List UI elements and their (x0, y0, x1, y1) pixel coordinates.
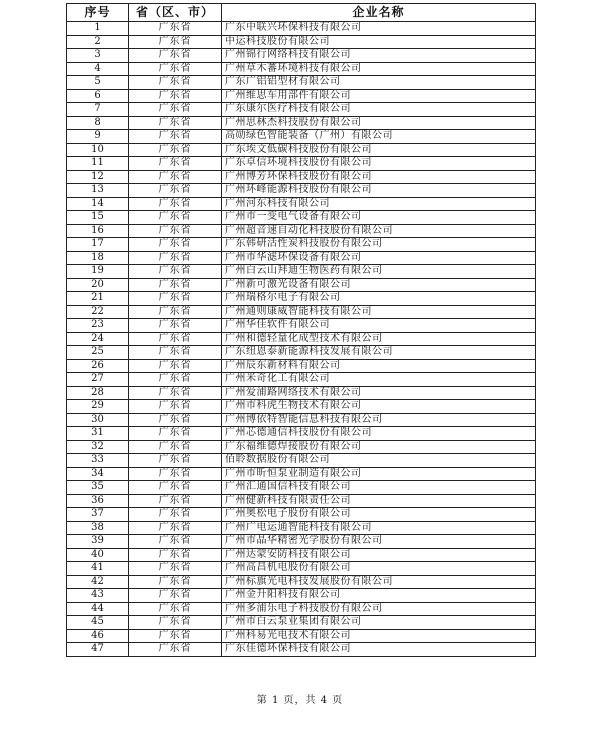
table-row (67, 386, 536, 400)
row-serial-number: 25 (67, 346, 129, 360)
table-row (67, 76, 536, 90)
row-serial-number: 12 (67, 170, 129, 184)
row-province: 广东省 (129, 467, 222, 481)
table-row (67, 332, 536, 346)
header-province: 省（区、市） (129, 4, 222, 22)
row-serial-number: 33 (67, 454, 129, 468)
row-serial-number: 32 (67, 440, 129, 454)
row-province: 广东省 (129, 319, 222, 333)
row-serial-number: 43 (67, 589, 129, 603)
table-row (67, 359, 536, 373)
row-serial-number: 2 (67, 35, 129, 49)
table-row (67, 305, 536, 319)
row-serial-number: 35 (67, 481, 129, 495)
table-row (67, 143, 536, 157)
row-company-name: 广州白云山拜迪生物医药有限公司 (222, 265, 536, 279)
row-company-name: 广州超音速自动化科技股份有限公司 (222, 224, 536, 238)
row-serial-number: 22 (67, 305, 129, 319)
row-province: 广东省 (129, 346, 222, 360)
row-serial-number: 19 (67, 265, 129, 279)
table-row (67, 346, 536, 360)
row-company-name: 广州健新科技有限责任公司 (222, 494, 536, 508)
row-company-name: 广州草木蕃环境科技有限公司 (222, 62, 536, 76)
row-serial-number: 46 (67, 629, 129, 643)
row-serial-number: 36 (67, 494, 129, 508)
row-province: 广东省 (129, 157, 222, 171)
table-row (67, 535, 536, 549)
row-serial-number: 13 (67, 184, 129, 198)
row-company-name: 广州市昕恒泵业制造有限公司 (222, 467, 536, 481)
row-company-name: 广州市晶华精密光学股份有限公司 (222, 535, 536, 549)
row-province: 广东省 (129, 400, 222, 414)
row-province: 广东省 (129, 575, 222, 589)
table-row (67, 400, 536, 414)
row-province: 广东省 (129, 494, 222, 508)
row-company-name: 广州市华滤环保设备有限公司 (222, 251, 536, 265)
row-company-name: 广州通则康威智能科技有限公司 (222, 305, 536, 319)
row-company-name: 广州标旗光电科技发展股份有限公司 (222, 575, 536, 589)
table-row (67, 454, 536, 468)
row-company-name: 广州广电运通智能科技有限公司 (222, 521, 536, 535)
row-serial-number: 4 (67, 62, 129, 76)
row-company-name: 广州高昌机电股份有限公司 (222, 562, 536, 576)
row-company-name: 广州新可激光设备有限公司 (222, 278, 536, 292)
table-row (67, 103, 536, 117)
row-company-name: 广东纽恩泰新能源科技发展有限公司 (222, 346, 536, 360)
row-serial-number: 38 (67, 521, 129, 535)
row-serial-number: 20 (67, 278, 129, 292)
company-list-sheet (66, 3, 535, 657)
row-province: 广东省 (129, 130, 222, 144)
row-serial-number: 15 (67, 211, 129, 225)
table-row (67, 22, 536, 36)
table-row (67, 494, 536, 508)
row-province: 广东省 (129, 616, 222, 630)
table-row (67, 130, 536, 144)
row-serial-number: 10 (67, 143, 129, 157)
row-serial-number: 24 (67, 332, 129, 346)
row-province: 广东省 (129, 602, 222, 616)
row-province: 广东省 (129, 238, 222, 252)
row-serial-number: 41 (67, 562, 129, 576)
table-row (67, 62, 536, 76)
table-row (67, 184, 536, 198)
table-row (67, 629, 536, 643)
row-company-name: 广州市白云泵业集团有限公司 (222, 616, 536, 630)
table-row (67, 278, 536, 292)
row-province: 广东省 (129, 562, 222, 576)
row-company-name: 广州多浦乐电子科技股份有限公司 (222, 602, 536, 616)
row-province: 广东省 (129, 62, 222, 76)
row-serial-number: 26 (67, 359, 129, 373)
table-row (67, 35, 536, 49)
table-row (67, 170, 536, 184)
row-serial-number: 39 (67, 535, 129, 549)
row-company-name: 广州河东科技有限公司 (222, 197, 536, 211)
row-company-name: 广州汇通国信科技有限公司 (222, 481, 536, 495)
row-province: 广东省 (129, 440, 222, 454)
row-company-name: 广州环峰能源科技股份有限公司 (222, 184, 536, 198)
row-serial-number: 8 (67, 116, 129, 130)
row-company-name: 广州爱浦路网络技术有限公司 (222, 386, 536, 400)
table-row (67, 373, 536, 387)
table-row (67, 251, 536, 265)
table-row (67, 643, 536, 657)
row-company-name: 广东佳德环保科技有限公司 (222, 643, 536, 657)
row-serial-number: 40 (67, 548, 129, 562)
row-serial-number: 44 (67, 602, 129, 616)
table-row (67, 467, 536, 481)
row-company-name: 广州米奇化工有限公司 (222, 373, 536, 387)
row-serial-number: 23 (67, 319, 129, 333)
row-province: 广东省 (129, 643, 222, 657)
row-province: 广东省 (129, 211, 222, 225)
table-row (67, 589, 536, 603)
row-company-name: 广州辰东新材料有限公司 (222, 359, 536, 373)
row-province: 广东省 (129, 373, 222, 387)
table-row (67, 265, 536, 279)
row-company-name: 中运科技股份有限公司 (222, 35, 536, 49)
table-row (67, 602, 536, 616)
table-row (67, 427, 536, 441)
table-row (67, 616, 536, 630)
table-row (67, 238, 536, 252)
row-company-name: 广州奥松电子股份有限公司 (222, 508, 536, 522)
row-serial-number: 6 (67, 89, 129, 103)
row-company-name: 广东埃文低碳科技股份有限公司 (222, 143, 536, 157)
row-company-name: 广东卓信环境科技股份有限公司 (222, 157, 536, 171)
table-body (67, 22, 536, 657)
row-company-name: 广州科易光电技术有限公司 (222, 629, 536, 643)
table-header-row (67, 4, 536, 22)
row-company-name: 广东韩研活性炭科技股份有限公司 (222, 238, 536, 252)
row-company-name: 广州维思车用部件有限公司 (222, 89, 536, 103)
table-row (67, 211, 536, 225)
row-province: 广东省 (129, 116, 222, 130)
row-serial-number: 3 (67, 49, 129, 63)
table-row (67, 292, 536, 306)
table-row (67, 157, 536, 171)
row-serial-number: 34 (67, 467, 129, 481)
row-serial-number: 27 (67, 373, 129, 387)
row-province: 广东省 (129, 454, 222, 468)
row-serial-number: 11 (67, 157, 129, 171)
table-row (67, 197, 536, 211)
row-province: 广东省 (129, 629, 222, 643)
row-province: 广东省 (129, 251, 222, 265)
row-company-name: 广州思林杰科技股份有限公司 (222, 116, 536, 130)
row-province: 广东省 (129, 508, 222, 522)
row-company-name: 广州博依特智能信息科技有限公司 (222, 413, 536, 427)
row-company-name: 广州芯德通信科技股份有限公司 (222, 427, 536, 441)
row-province: 广东省 (129, 89, 222, 103)
table-row (67, 548, 536, 562)
row-province: 广东省 (129, 143, 222, 157)
row-serial-number: 45 (67, 616, 129, 630)
row-serial-number: 18 (67, 251, 129, 265)
row-serial-number: 47 (67, 643, 129, 657)
table-row (67, 319, 536, 333)
row-province: 广东省 (129, 224, 222, 238)
row-province: 广东省 (129, 481, 222, 495)
row-serial-number: 21 (67, 292, 129, 306)
row-province: 广东省 (129, 197, 222, 211)
table-row (67, 562, 536, 576)
header-company-name: 企业名称 (222, 4, 536, 22)
row-company-name: 广州博芳环保科技股份有限公司 (222, 170, 536, 184)
row-company-name: 广州金升阳科技有限公司 (222, 589, 536, 603)
row-province: 广东省 (129, 35, 222, 49)
row-company-name: 广东中联兴环保科技有限公司 (222, 22, 536, 36)
row-province: 广东省 (129, 548, 222, 562)
row-province: 广东省 (129, 359, 222, 373)
row-serial-number: 16 (67, 224, 129, 238)
company-table (66, 3, 536, 657)
row-company-name: 高勋绿色智能装备（广州）有限公司 (222, 130, 536, 144)
row-company-name: 广州锦行网络科技有限公司 (222, 49, 536, 63)
row-company-name: 广州和德轻量化成型技术有限公司 (222, 332, 536, 346)
row-province: 广东省 (129, 265, 222, 279)
row-serial-number: 17 (67, 238, 129, 252)
row-serial-number: 14 (67, 197, 129, 211)
row-company-name: 广东康尔医疗科技有限公司 (222, 103, 536, 117)
row-company-name: 广东广铝铝型材有限公司 (222, 76, 536, 90)
row-company-name: 佰聆数据股份有限公司 (222, 454, 536, 468)
row-serial-number: 1 (67, 22, 129, 36)
table-row (67, 575, 536, 589)
row-province: 广东省 (129, 305, 222, 319)
row-province: 广东省 (129, 413, 222, 427)
row-province: 广东省 (129, 535, 222, 549)
row-province: 广东省 (129, 170, 222, 184)
row-province: 广东省 (129, 332, 222, 346)
row-serial-number: 30 (67, 413, 129, 427)
row-serial-number: 29 (67, 400, 129, 414)
row-company-name: 广州市科虎生物技术有限公司 (222, 400, 536, 414)
table-row (67, 224, 536, 238)
table-row (67, 508, 536, 522)
row-serial-number: 28 (67, 386, 129, 400)
row-serial-number: 42 (67, 575, 129, 589)
table-row (67, 116, 536, 130)
table-row (67, 413, 536, 427)
row-province: 广东省 (129, 427, 222, 441)
row-province: 广东省 (129, 589, 222, 603)
row-province: 广东省 (129, 292, 222, 306)
table-row (67, 49, 536, 63)
row-company-name: 广州市一变电气设备有限公司 (222, 211, 536, 225)
row-serial-number: 37 (67, 508, 129, 522)
table-row (67, 521, 536, 535)
row-serial-number: 31 (67, 427, 129, 441)
row-province: 广东省 (129, 521, 222, 535)
row-company-name: 广州达蒙安防科技有限公司 (222, 548, 536, 562)
table-row (67, 440, 536, 454)
row-serial-number: 5 (67, 76, 129, 90)
table-row (67, 89, 536, 103)
row-serial-number: 7 (67, 103, 129, 117)
row-province: 广东省 (129, 386, 222, 400)
header-serial-number: 序号 (67, 4, 129, 22)
table-row (67, 481, 536, 495)
row-province: 广东省 (129, 22, 222, 36)
row-province: 广东省 (129, 278, 222, 292)
row-province: 广东省 (129, 49, 222, 63)
row-province: 广东省 (129, 76, 222, 90)
row-province: 广东省 (129, 184, 222, 198)
row-company-name: 广州瑞格尔电子有限公司 (222, 292, 536, 306)
row-serial-number: 9 (67, 130, 129, 144)
page-footer: 第 1 页，共 4 页 (256, 695, 344, 706)
row-company-name: 广东福维德焊接股份有限公司 (222, 440, 536, 454)
row-province: 广东省 (129, 103, 222, 117)
row-company-name: 广州华佳软件有限公司 (222, 319, 536, 333)
